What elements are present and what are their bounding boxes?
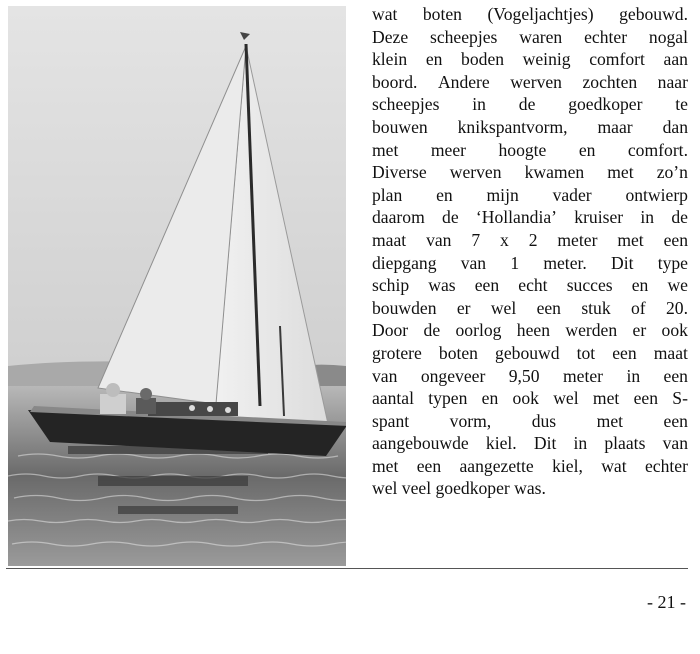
- word: bouwden: [372, 297, 437, 318]
- word: S-: [672, 388, 688, 409]
- word: x: [500, 229, 509, 250]
- body-line: [372, 297, 688, 320]
- line-text: [372, 116, 688, 139]
- word: en: [578, 139, 596, 160]
- word: maat: [653, 342, 688, 363]
- word: wat: [372, 4, 398, 24]
- word: Door: [372, 320, 409, 341]
- word: van: [426, 229, 452, 250]
- word: hoogte: [498, 139, 547, 160]
- body-line: [372, 455, 688, 478]
- body-line: [372, 3, 688, 26]
- word: een: [663, 410, 688, 431]
- word: Dit: [533, 433, 557, 454]
- word: echter: [584, 26, 628, 47]
- word: en: [481, 388, 499, 409]
- body-line: [372, 432, 688, 455]
- word: scheepjes: [429, 26, 498, 47]
- line-text: [372, 71, 688, 94]
- word: met: [607, 162, 634, 183]
- word: comfort: [589, 49, 645, 70]
- line-text: wel veel goedkoper was.: [372, 478, 546, 499]
- word: van: [460, 252, 487, 273]
- body-line: [372, 26, 688, 49]
- word: de: [423, 320, 441, 341]
- body-line: [372, 410, 688, 433]
- word: plan: [372, 184, 403, 205]
- word: ontwierp: [625, 184, 688, 205]
- word: we: [667, 275, 688, 296]
- word: en: [425, 49, 443, 70]
- word: in: [573, 433, 588, 454]
- line-text: [372, 161, 688, 184]
- body-line: [372, 477, 688, 500]
- word: kiel,: [552, 455, 583, 476]
- word: in: [626, 365, 641, 386]
- body-line: [372, 229, 688, 252]
- line-text: [372, 387, 688, 410]
- word: diepgang: [372, 252, 437, 273]
- word: te: [675, 94, 688, 115]
- word: 20.: [665, 297, 688, 318]
- word: een: [633, 388, 658, 409]
- word: 7: [471, 229, 481, 250]
- word: aangezette: [459, 455, 534, 476]
- word: waren: [519, 26, 563, 47]
- word: wel: [490, 297, 517, 318]
- page-number: - 21 -: [647, 592, 686, 612]
- word: een: [663, 229, 688, 250]
- word: er: [456, 297, 471, 318]
- word: boden: [461, 49, 505, 70]
- word: de: [671, 207, 688, 228]
- body-line: [372, 71, 688, 94]
- word: en: [436, 184, 453, 205]
- word: succes: [566, 275, 613, 296]
- body-line: [372, 161, 688, 184]
- word: knikspantvorm,: [457, 116, 568, 137]
- word: een: [474, 275, 500, 296]
- word: en: [631, 275, 649, 296]
- word: kiel.: [485, 433, 517, 454]
- word: werven: [510, 71, 562, 92]
- word: meter.: [543, 252, 587, 273]
- body-line: [372, 48, 688, 71]
- line-text: [372, 365, 688, 388]
- word: van: [662, 433, 688, 454]
- sailboat-photo: [8, 6, 346, 566]
- word: goedkoper: [568, 94, 643, 115]
- body-line: [372, 342, 688, 365]
- word: comfort.: [627, 139, 688, 160]
- body-line: [372, 252, 688, 275]
- word: een: [612, 342, 637, 363]
- word: aan: [663, 49, 688, 70]
- word: ook: [512, 388, 539, 409]
- word: ongeveer: [420, 365, 486, 386]
- word: met: [372, 139, 399, 160]
- word: kruiser: [574, 207, 624, 228]
- footer-divider: [6, 568, 688, 569]
- word: vader: [552, 184, 592, 205]
- line-text: [372, 48, 688, 71]
- word: daarom: [372, 207, 425, 228]
- word: schip: [372, 275, 410, 296]
- word: stuk: [581, 297, 611, 318]
- line-text: [372, 3, 688, 26]
- body-text-column: [372, 3, 688, 500]
- line-text: [372, 26, 688, 49]
- line-text: [372, 410, 688, 433]
- word: zochten: [582, 71, 638, 92]
- word: vorm,: [449, 410, 492, 431]
- line-text: [372, 455, 688, 478]
- word: meer: [430, 139, 467, 160]
- word: kwamen: [524, 162, 585, 183]
- word: werden: [565, 320, 618, 341]
- word: tot: [576, 342, 596, 363]
- line-text: [372, 342, 688, 365]
- word: type: [657, 252, 688, 273]
- word: plaats: [604, 433, 646, 454]
- word: Deze: [372, 26, 409, 47]
- word: zo’n: [656, 162, 688, 183]
- body-line: [372, 93, 688, 116]
- word: grotere: [372, 342, 422, 363]
- word: een: [416, 455, 442, 476]
- word: meter: [562, 365, 604, 386]
- word: boord.: [372, 71, 418, 92]
- word: typen: [428, 388, 468, 409]
- word: ‘Hollandia’: [475, 207, 558, 228]
- word: mijn: [486, 184, 519, 205]
- word: aantal: [372, 388, 414, 409]
- word: echt: [518, 275, 548, 296]
- word: de: [518, 94, 536, 115]
- word: wel: [553, 388, 579, 409]
- word: een: [663, 365, 688, 386]
- word: wat: [601, 455, 627, 476]
- word: in: [640, 207, 655, 228]
- line-text: [372, 319, 688, 342]
- word: 2: [528, 229, 538, 250]
- word: van: [372, 365, 398, 386]
- word: in: [472, 94, 486, 115]
- body-line: [372, 206, 688, 229]
- body-line: [372, 387, 688, 410]
- word: nogal: [648, 26, 688, 47]
- body-line: [372, 365, 688, 388]
- word: scheepjes: [372, 94, 440, 115]
- word: gebouwd: [495, 342, 560, 363]
- body-line: [372, 274, 688, 297]
- word: naar: [657, 71, 688, 92]
- body-line: [372, 184, 688, 207]
- word: Andere: [437, 71, 490, 92]
- line-text: [372, 229, 688, 252]
- word: dan: [662, 116, 688, 137]
- line-text: [372, 252, 688, 275]
- word: de: [442, 207, 459, 228]
- word: klein: [372, 49, 408, 70]
- body-line: [372, 116, 688, 139]
- word: 1: [510, 252, 520, 273]
- word: maat: [372, 229, 407, 250]
- word: met: [596, 410, 624, 431]
- word: maar: [597, 116, 633, 137]
- word: met: [617, 229, 644, 250]
- line-text: [372, 206, 688, 229]
- word: ook: [661, 320, 688, 341]
- word: bouwen: [372, 116, 428, 137]
- body-line: [372, 319, 688, 342]
- line-text: [372, 274, 688, 297]
- line-text: [372, 93, 688, 116]
- word: met: [372, 455, 399, 476]
- word: dus: [531, 410, 557, 431]
- word: met: [592, 388, 620, 409]
- line-text: [372, 432, 688, 455]
- word: spant: [372, 410, 410, 431]
- word: (Vogeljachtjes): [487, 4, 594, 24]
- word: gebouwd.: [619, 4, 688, 24]
- word: boten: [438, 342, 478, 363]
- word: meter: [557, 229, 598, 250]
- word: boten: [422, 4, 462, 24]
- body-line: [372, 139, 688, 162]
- word: Diverse: [372, 162, 427, 183]
- word: Dit: [611, 252, 634, 273]
- word: er: [632, 320, 647, 341]
- word: echter: [644, 455, 688, 476]
- word: oorlog: [455, 320, 502, 341]
- line-text: [372, 184, 688, 207]
- word: heen: [516, 320, 551, 341]
- word: was: [428, 275, 456, 296]
- word: of: [630, 297, 646, 318]
- line-text: [372, 297, 688, 320]
- line-text: [372, 139, 688, 162]
- word: een: [536, 297, 561, 318]
- word: aangebouwde: [372, 433, 469, 454]
- word: weinig: [522, 49, 571, 70]
- word: werven: [449, 162, 502, 183]
- word: 9,50: [508, 365, 540, 386]
